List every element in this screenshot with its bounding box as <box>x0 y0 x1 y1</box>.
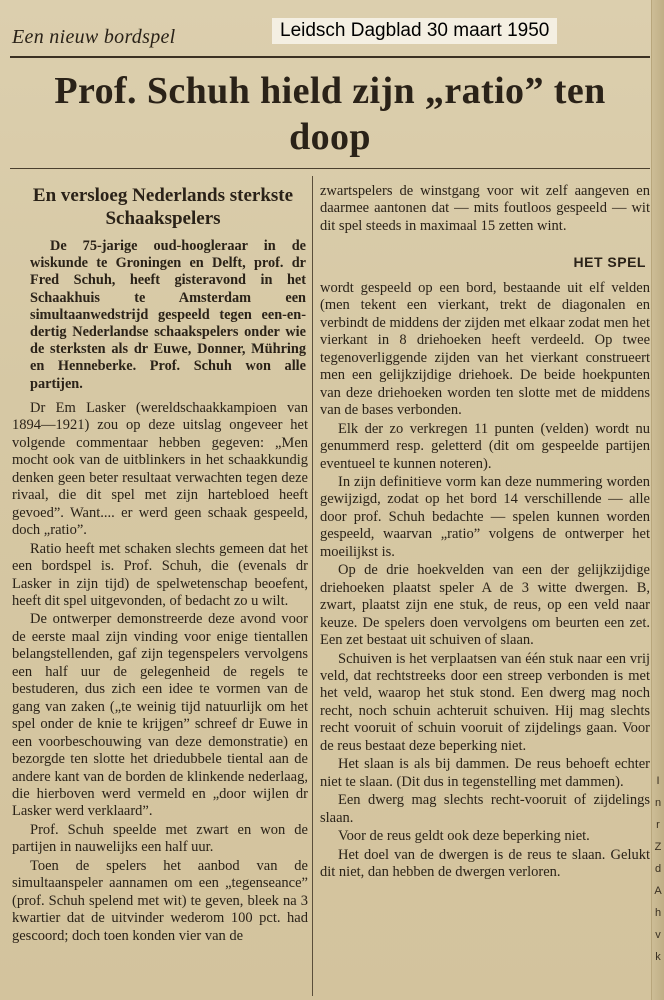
margin-letter: I <box>656 775 660 787</box>
right-paragraph: Het slaan is als bij dammen. De reus behoeft echter niet te slaan. (Dit dus in tegenstelling met dammen). <box>320 756 650 790</box>
margin-letter: h <box>654 907 662 919</box>
top-rule <box>10 56 650 58</box>
margin-letter: Z <box>654 841 662 853</box>
het-spel-heading: HET SPEL <box>573 254 646 270</box>
right-paragraph: wordt gespeeld op een bord, bestaande uit elf velden (men tekent een vierkant, trekt de diagonalen en verbindt de middens der zijden met elkaar zodat men het vierkant in 8 driehoeken heeft verdeeld. Op twee tegenoverliggende zijden van het vierkant construeert men een gelijkzijdige driehoek. De beide hoekpunten van deze driehoeken worden ten slotte met de middens van de bases verbonden. <box>320 280 650 419</box>
right-top-paragraph: zwartspelers de winstgang voor wit zelf aangeven en daarmee aantonen dat — mits foutloos gespeeld — wit dit spel steeds in maximaal 15 zetten wint. <box>320 183 650 234</box>
margin-letter: k <box>655 951 661 963</box>
margin-letter: r <box>656 819 660 831</box>
left-paragraph: Ratio heeft met schaken slechts gemeen dat het een bordspel is. Prof. Schuh, die (evenals dr Lasker in zijn tijd) de spelwetenschap beoefent, heeft dit spel uitgevonden, of bedacht zo u wilt. <box>12 540 308 609</box>
section-label: Een nieuw bordspel <box>12 26 176 48</box>
lead-paragraph: De 75-jarige oud-hoogleraar in de wiskunde te Groningen en Delft, prof. dr Fred Schuh, heeft gisteravond in het Schaakhuis te Amsterdam een simultaanwedstrijd gespeeld tegen een-en-dertig Nederlandse schaakspelers onder wie de sterksten als dr Euwe, Donner, Mühring en Henneberke. Prof. Schuh won alle partijen. <box>30 238 306 392</box>
right-column-top <box>320 183 650 253</box>
left-paragraph: Toen de spelers het aanbod van de simultaanspeler aannamen om een „tegenseance” (prof. Schuh spelend met wit) te geven, bleek na 3 kwartier dat de uitvinder wederom 100 pct. had gescoord; doch toen konden vier van de <box>12 857 308 944</box>
right-paragraph: Op de drie hoekvelden van een der gelijkzijdige driehoeken plaatst speler A de 3 witte dwergen. B, zwart, plaatst zijn ene stuk, de reus, op een veld naar keuze. De spelers doen vervolgens om beurten een zet. Een zet bestaat uit schuiven of slaan. <box>320 562 650 649</box>
right-paragraph: Voor de reus geldt ook deze beperking niet. <box>338 828 590 845</box>
margin-letter: d <box>654 863 662 875</box>
source-label: Leidsch Dagblad 30 maart 1950 <box>272 18 557 44</box>
margin-letter: v <box>655 929 661 941</box>
headline: Prof. Schuh hield zijn „ratio” ten doop <box>54 70 606 158</box>
right-paragraph: Een dwerg mag slechts recht-vooruit of zijdelings slaan. <box>320 792 650 826</box>
left-paragraph: Prof. Schuh speelde met zwart en won de partijen in nauwelijks een half uur. <box>12 821 308 856</box>
left-paragraph: De ontwerper demonstreerde deze avond voor de eerste maal zijn vinding voor enige tientallen belangstellenden, gaf zijn tegenspelers vervolgens een half uur de gelegenheid de regels te bestuderen, dus zich een idee te vormen van de gang van zaken („te weinig tijd natuurlijk om het spel onder de knie te krijgen” schreef dr Euwe in een voorbeschouwing van deze demonstratie) en bezorgde ten slotte het driedubbele tiental aan de andere kant van de borden de klinkende nederlaag, die hierboven werd vermeld en „door wijlen dr Lasker werd verklaard”. <box>12 611 308 820</box>
margin-letters <box>652 770 664 968</box>
headline-rule <box>10 168 650 169</box>
right-paragraph: In zijn definitieve vorm kan deze nummering worden gewijzigd, zodat op het bord 14 verschillende — alle door prof. Schuh bedachte — spelen kunnen worden gespeeld, waarvan „ratio” volgens de ontwerper het moeilijkst is. <box>320 473 650 560</box>
right-paragraph: Schuiven is het verplaatsen van één stuk naar een vrij veld, dat rechtstreeks door een streep verbonden is met het veld, waarop het stuk stond. Een dwerg mag noch recht, noch schuin achteruit schuiven. Hij mag slechts recht vooruit of schuin vooruit of zijdelings gaan. Voor de reus bestaat deze beperking niet. <box>320 650 650 754</box>
right-column <box>320 280 650 1000</box>
subheadline: En versloeg Nederlands sterkste Schaakspelers <box>32 185 294 229</box>
left-paragraph: Dr Em Lasker (wereldschaakkampioen van 1894—1921) zou op deze uitslag ongeveer het volgende commentaar hebben gegeven: „Men mocht ook van de uitblinkers in het schaakkundig denken geen beter resultaat verwachten tegen deze rivaal, die dit spel met zijn hartebloed heeft gevoed”. Want.... er werd geen schaak gespeeld, doch „ratio”. <box>12 400 308 539</box>
margin-letter: A <box>654 885 662 897</box>
column-divider <box>312 176 313 996</box>
right-paragraph: Het doel van de dwergen is de reus te slaan. Gelukt dit niet, dan hebben de dwergen verloren. <box>320 846 650 880</box>
right-paragraph: Elk der zo verkregen 11 punten (velden) wordt nu genummerd resp. geletterd (dit om gespeelde partijen eventueel te kunnen noteren). <box>320 420 650 472</box>
left-column <box>12 400 308 1000</box>
margin-letter: n <box>654 797 662 809</box>
